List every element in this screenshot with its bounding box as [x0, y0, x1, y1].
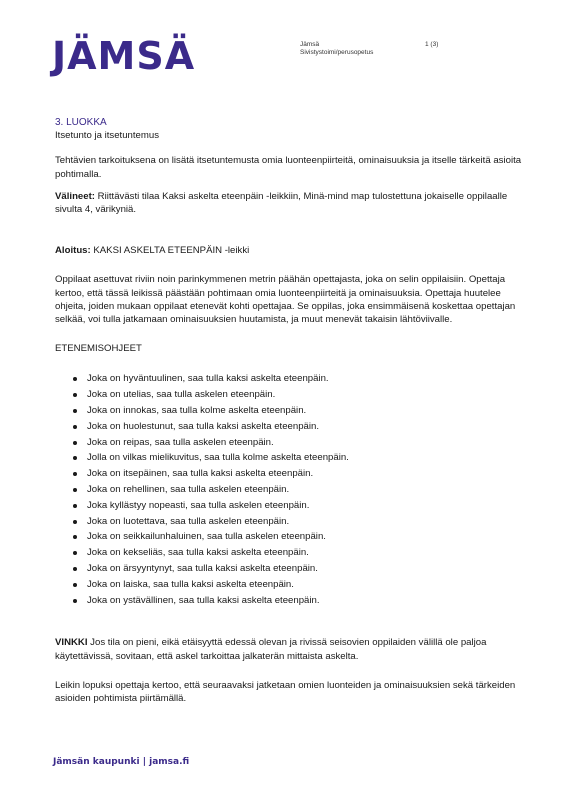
- bullet-icon: [73, 567, 77, 571]
- bullet-icon: [73, 456, 77, 460]
- list-item-text: Joka on utelias, saa tulla askelen eteenpäin.: [87, 389, 276, 401]
- list-item-text: Joka on huolestunut, saa tulla kaksi askelta eteenpäin.: [87, 420, 320, 432]
- list-item: [73, 371, 525, 387]
- bullet-icon: [73, 520, 77, 524]
- start-label: Aloitus:: [55, 245, 91, 257]
- list-item: [73, 403, 525, 419]
- subtitle: Itsetunto ja itsetuntemus: [55, 130, 159, 142]
- header-department: Sivistystoimi/perusopetus: [300, 49, 374, 56]
- footer-brand: Jämsän kaupunki | jamsa.fi: [53, 757, 190, 767]
- list-item: [73, 577, 525, 593]
- bullet-icon: [73, 551, 77, 555]
- document-body: [55, 116, 525, 705]
- list-item-text: Joka on itsepäinen, saa tulla kaksi askelta eteenpäin.: [87, 468, 314, 480]
- list-item: [73, 482, 525, 498]
- page-number: 1 (3): [425, 41, 439, 48]
- list-item: [73, 545, 525, 561]
- materials-label: Välineet:: [55, 190, 95, 202]
- bullet-icon: [73, 504, 77, 508]
- list-item: [73, 514, 525, 530]
- list-item-text: Joka on laiska, saa tulla kaksi askelta eteenpäin.: [87, 578, 294, 590]
- list-item-text: Joka on ystävällinen, saa tulla kaksi askelta eteenpäin.: [87, 594, 320, 606]
- list-item-text: Joka kyllästyy nopeasti, saa tulla askelen eteenpäin.: [87, 499, 310, 511]
- materials-paragraph: [55, 190, 525, 216]
- list-item-text: Joka on luotettava, saa tulla askelen eteenpäin.: [87, 515, 290, 527]
- instructions-list: [55, 371, 525, 608]
- instructions-heading: ETENEMISOHJEET: [55, 343, 142, 355]
- list-item-text: Joka on reipas, saa tulla askelen eteenpäin.: [87, 436, 274, 448]
- tip-paragraph: [55, 636, 525, 662]
- bullet-icon: [73, 377, 77, 381]
- materials-text: Riittävästi tilaa Kaksi askelta eteenpäin -leikkiin, Minä-mind map tulostettuna jokaiselle oppilaalle sivulta 4, värikyniä.: [55, 190, 508, 216]
- list-item: [73, 498, 525, 514]
- bullet-icon: [73, 599, 77, 603]
- bullet-icon: [73, 393, 77, 397]
- grade-heading: 3. LUOKKA: [55, 117, 107, 128]
- list-item-text: Jolla on vilkas mielikuvitus, saa tulla kolme askelta eteenpäin.: [87, 452, 349, 464]
- bullet-icon: [73, 488, 77, 492]
- list-item: [73, 466, 525, 482]
- start-text: KAKSI ASKELTA ETEENPÄIN -leikki: [90, 245, 250, 257]
- tip-text: Jos tila on pieni, eikä etäisyyttä edessä olevan ja rivissä seisovien oppilaiden välillä ole paljoa käytettävissä, sovitaan, että askel tarkoittaa jalkaterän mittaista askelta.: [55, 637, 487, 662]
- description-paragraph: Oppilaat asettuvat riviin noin parinkymmenen metrin päähän opettajasta, joka on selin oppilaisiin. Opettaja kertoo, että tässä leikissä päästään pohtimaan omia luonteenpiirteitä ja ominaisuuksia. Opettaja huutelee ohjeita, joiden mukaan oppilaat etenevät kohti opettajaa. Se oppilas, joka ensimmäisenä koskettaa opettajan selkää, voi tulla jatkamaan ominaisuuksien huutamista, ja muut menevät takaisin lähtöviivalle.: [55, 274, 516, 326]
- list-item: [73, 450, 525, 466]
- list-item-text: Joka on ärsyyntynyt, saa tulla kaksi askelta eteenpäin.: [87, 563, 318, 574]
- closing-paragraph: Leikin lopuksi opettaja kertoo, että seuraavaksi jatketaan omien luonteiden ja ominaisuuksien sekä tärkeiden asioiden pohtimista piirtämällä.: [55, 679, 516, 704]
- list-item: [73, 593, 525, 609]
- list-item: [73, 435, 525, 451]
- list-item-text: Joka on rehellinen, saa tulla askelen eteenpäin.: [87, 484, 290, 496]
- header-org: Jämsä: [300, 41, 320, 48]
- list-item: [73, 529, 525, 545]
- bullet-icon: [73, 583, 77, 587]
- list-item-text: Joka on seikkailunhaluinen, saa tulla askelen eteenpäin.: [87, 531, 326, 543]
- start-paragraph: [55, 244, 525, 257]
- intro-paragraph: Tehtävien tarkoituksena on lisätä itsetuntemusta omia luonteenpiirteitä, ominaisuuksia ja itselle tärkeitä asioita pohtimalla.: [55, 155, 522, 180]
- jamsa-logo: JÄMSÄ: [52, 34, 196, 78]
- list-item-text: Joka on kekseliäs, saa tulla kaksi askelta eteenpäin.: [87, 547, 309, 559]
- list-item: [73, 419, 525, 435]
- bullet-icon: [73, 535, 77, 539]
- list-item-text: Joka on hyväntuulinen, saa tulla kaksi askelta eteenpäin.: [87, 373, 329, 385]
- bullet-icon: [73, 441, 77, 445]
- bullet-icon: [73, 409, 77, 413]
- list-item: [73, 387, 525, 403]
- tip-label: VINKKI: [55, 637, 88, 649]
- list-item: [73, 561, 525, 577]
- bullet-icon: [73, 425, 77, 429]
- list-item-text: Joka on innokas, saa tulla kolme askelta eteenpäin.: [87, 405, 307, 417]
- bullet-icon: [73, 472, 77, 476]
